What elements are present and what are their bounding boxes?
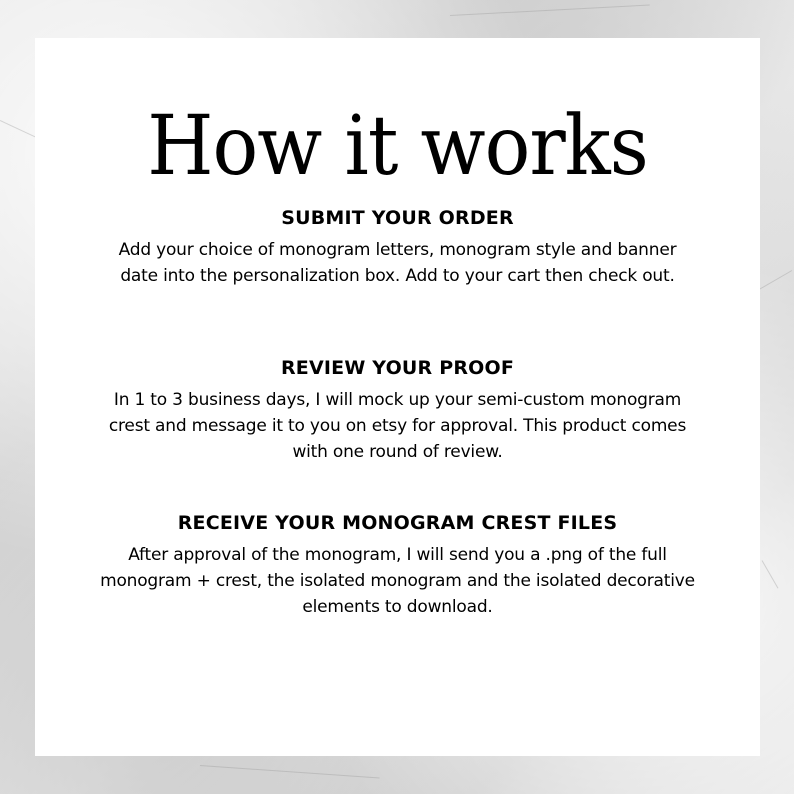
- info-card: [35, 38, 760, 756]
- step-description: Add your choice of monogram letters, monogram style and banner date into the personalization box. Add to your cart then check out.: [118, 240, 677, 286]
- marble-vein: [200, 765, 380, 779]
- step-submit-order: [35, 207, 760, 289]
- step-description: After approval of the monogram, I will send you a .png of the full monogram + crest, the isolated monogram and the isolated decorative elements to download.: [100, 545, 695, 617]
- step-heading: REVIEW YOUR PROOF: [280, 357, 515, 379]
- marble-vein: [450, 5, 650, 16]
- step-receive-files: [35, 512, 760, 620]
- step-review-proof: [35, 357, 760, 465]
- step-description: In 1 to 3 business days, I will mock up your semi-custom monogram crest and message it to you on etsy for approval. This product comes with one round of review.: [108, 390, 687, 462]
- page-title: How it works: [147, 97, 648, 194]
- step-heading: SUBMIT YOUR ORDER: [281, 207, 514, 229]
- step-heading: RECEIVE YOUR MONOGRAM CREST FILES: [177, 512, 618, 534]
- marble-vein: [762, 560, 779, 588]
